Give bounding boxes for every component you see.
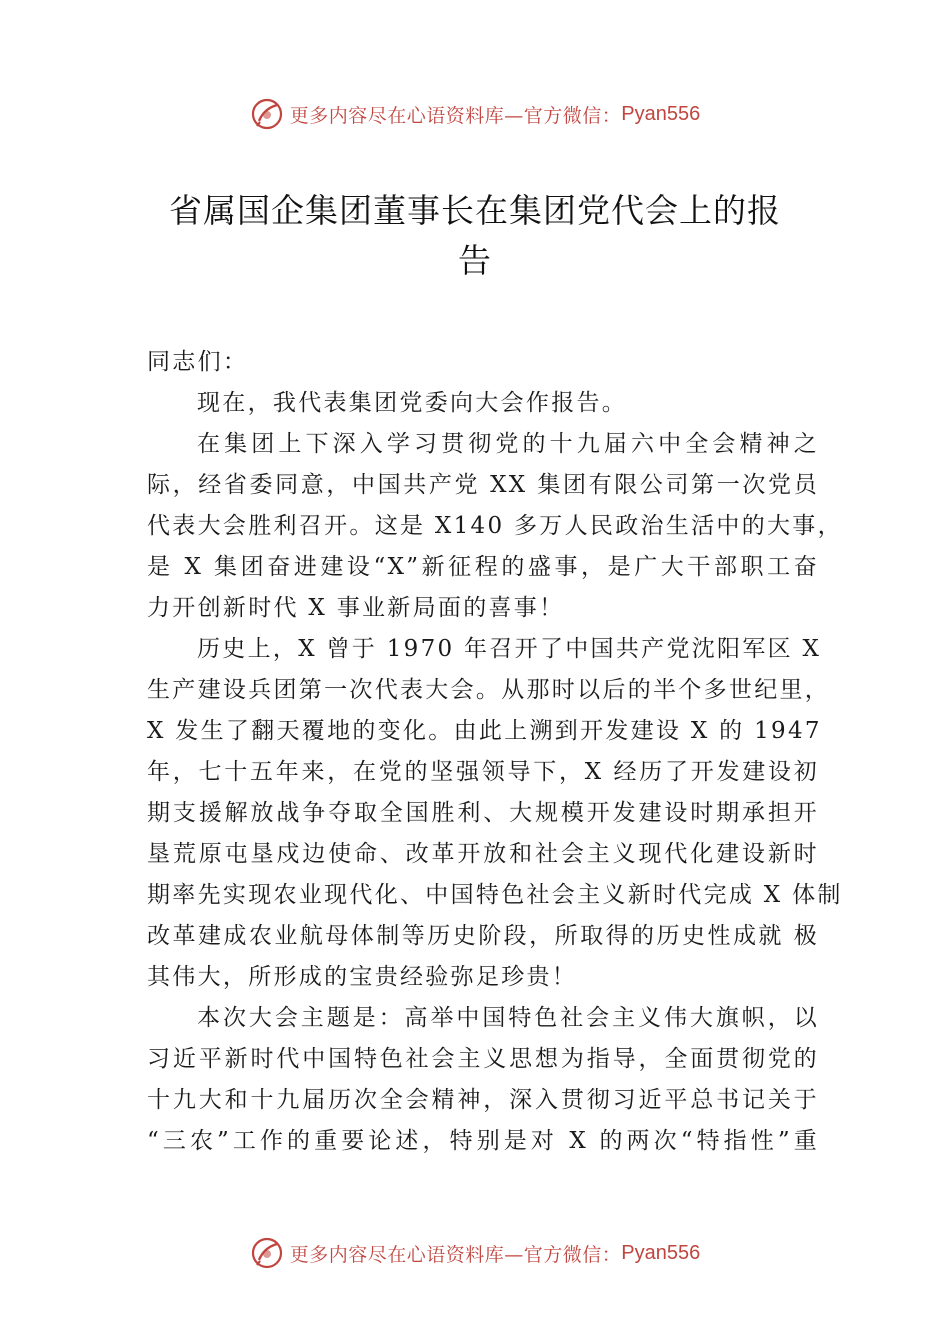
title-line: 省属国企集团董事长在集团党代会上的报 <box>169 191 781 230</box>
paragraph-line: 十九大和十九届历次全会精神，深入贯彻习近平总书记关于 <box>147 1087 819 1113</box>
document-body <box>147 342 843 1162</box>
paragraph-line: 本次大会主题是：高举中国特色社会主义伟大旗帜，以 <box>197 1005 819 1031</box>
paragraph-line: 期率先实现农业现代化、中国特色社会主义新时代完成 X 体制 <box>147 882 843 908</box>
paragraph-line: 代表大会胜利召开。这是 X140 多万人民政治生活中的大事， <box>147 513 843 539</box>
paragraph-line: 现在，我代表集团党委向大会作报告。 <box>197 390 628 416</box>
watermark-wechat-id: Pyan556 <box>621 102 701 125</box>
logo-icon <box>250 97 284 131</box>
paragraph-line: 历史上，X 曾于 1970 年召开了中国共产党沈阳军区 X <box>197 636 822 662</box>
paragraph-line: 生产建设兵团第一次代表大会。从那时以后的半个多世纪里， <box>147 677 831 703</box>
logo-icon <box>250 1236 284 1270</box>
watermark-wechat-id: Pyan556 <box>621 1241 701 1264</box>
paragraph-line: “三农”工作的重要论述，特别是对 X 的两次“特指性”重 <box>147 1128 819 1154</box>
paragraph-line: 期支援解放战争夺取全国胜利、大规模开发建设时期承担开 <box>147 800 819 826</box>
salutation: 同志们： <box>147 349 249 375</box>
paragraph-line: 改革建成农业航母体制等历史阶段，所取得的历史性成就 极 <box>147 923 819 949</box>
paragraph-line: 其伟大，所形成的宝贵经验弥足珍贵！ <box>147 964 578 990</box>
paragraph-line: 习近平新时代中国特色社会主义思想为指导，全面贯彻党的 <box>147 1046 819 1072</box>
paragraph-line: 年，七十五年来，在党的坚强领导下，X 经历了开发建设初 <box>147 759 819 785</box>
paragraph-line: 垦荒原屯垦戍边使命、改革开放和社会主义现代化建设新时 <box>147 841 819 867</box>
title-line: 告 <box>458 241 492 280</box>
paragraph-line: X 发生了翻天覆地的变化。由此上溯到开发建设 X 的 1947 <box>147 718 822 744</box>
document-title <box>140 186 810 286</box>
watermark-text: 更多内容尽在心语资料库—官方微信： <box>289 104 622 127</box>
paragraph-line: 在集团上下深入学习贯彻党的十九届六中全会精神之 <box>197 431 819 457</box>
paragraph-line: 际，经省委同意，中国共产党 XX 集团有限公司第一次党员 <box>147 472 819 498</box>
watermark-banner-bottom <box>0 1233 950 1273</box>
watermark-banner-top <box>0 94 950 134</box>
watermark-text: 更多内容尽在心语资料库—官方微信： <box>289 1243 622 1266</box>
paragraph-line: 力开创新时代 X 事业新局面的喜事！ <box>147 595 565 621</box>
paragraph-line: 是 X 集团奋进建设“X”新征程的盛事，是广大干部职工奋 <box>147 554 819 580</box>
